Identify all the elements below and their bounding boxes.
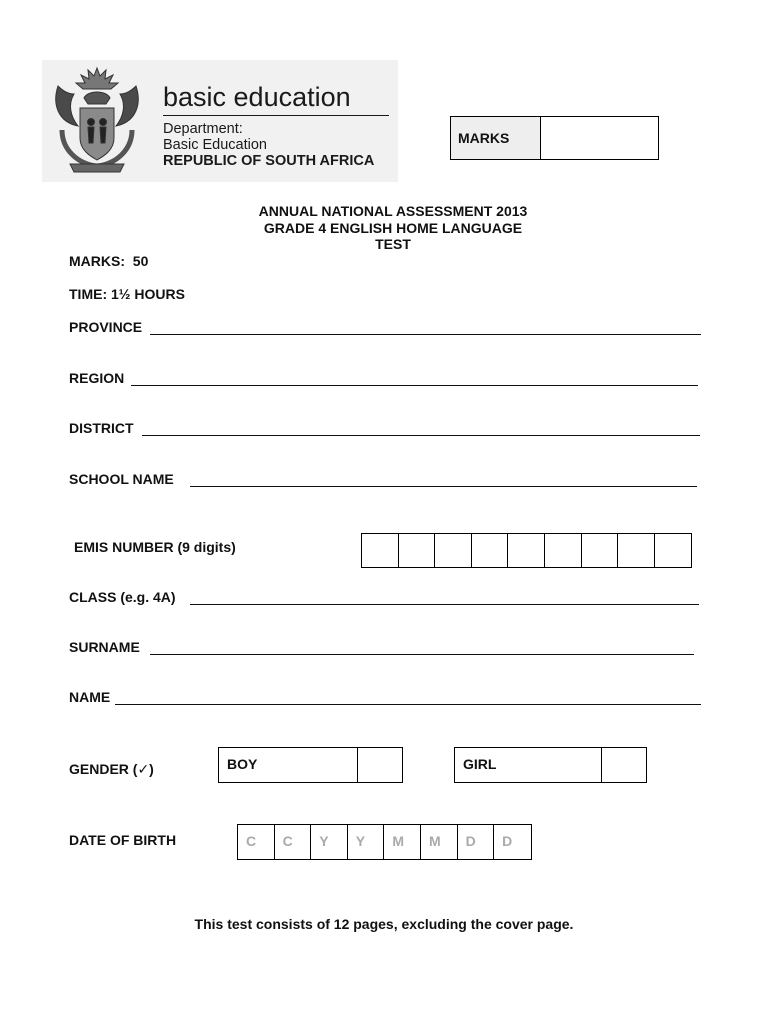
date-of-birth-label: DATE OF BIRTH [69, 832, 177, 848]
emis-digit-box[interactable] [545, 534, 582, 567]
page-count-note: This test consists of 12 pages, excluding the cover page. [194, 916, 574, 932]
emis-digit-box[interactable] [362, 534, 399, 567]
province-field[interactable] [150, 334, 701, 335]
school-name-label: SCHOOL NAME [69, 471, 174, 487]
emis-number-label: EMIS NUMBER (9 digits) [74, 539, 236, 555]
gender-boy-label: BOY [219, 748, 358, 782]
time-allowed: TIME: 1½ HOURS [69, 286, 185, 302]
dob-day-box[interactable]: D [502, 833, 513, 849]
emis-digit-box[interactable] [655, 534, 692, 567]
dob-day-box[interactable]: D [458, 825, 495, 859]
emis-digit-box[interactable] [508, 534, 545, 567]
logo-title: basic education [163, 82, 351, 112]
gender-girl-option [454, 747, 647, 783]
emis-digit-box[interactable] [399, 534, 436, 567]
region-label: REGION [69, 370, 125, 386]
name-field[interactable] [115, 704, 701, 705]
gender-girl-label: GIRL [455, 748, 602, 782]
emis-digit-box[interactable] [618, 534, 655, 567]
dob-year-box[interactable]: Y [311, 825, 348, 859]
department-line-2: Basic Education [163, 137, 267, 153]
surname-label: SURNAME [69, 639, 140, 655]
marks-box-value[interactable] [541, 117, 658, 159]
dob-year-box[interactable]: Y [348, 825, 385, 859]
gender-boy-option [218, 747, 403, 783]
class-label: CLASS (e.g. 4A) [69, 589, 176, 605]
marks-box [450, 116, 659, 160]
emis-digit-box[interactable] [582, 534, 619, 567]
dob-century-box[interactable]: C [275, 825, 312, 859]
dob-century-box[interactable]: C [238, 825, 275, 859]
province-label: PROVINCE [69, 319, 143, 335]
emis-digit-box[interactable] [472, 534, 509, 567]
logo-divider [163, 115, 389, 116]
district-field[interactable] [142, 435, 700, 436]
name-label: NAME [69, 689, 111, 705]
district-label: DISTRICT [69, 420, 134, 436]
gender-label: GENDER (✓) [69, 761, 154, 777]
class-field[interactable] [190, 604, 699, 605]
test-subtitle: GRADE 4 ENGLISH HOME LANGUAGE [263, 220, 523, 236]
gender-boy-checkbox[interactable] [358, 748, 402, 782]
surname-field[interactable] [150, 654, 694, 655]
dob-month-box[interactable]: M [421, 825, 458, 859]
dob-month-box[interactable]: M [384, 825, 421, 859]
department-logo [42, 60, 398, 182]
department-line-1: Department: [163, 121, 243, 137]
department-line-3: REPUBLIC OF SOUTH AFRICA [163, 153, 375, 169]
region-field[interactable] [131, 385, 698, 386]
test-title: ANNUAL NATIONAL ASSESSMENT 2013 [258, 203, 528, 219]
total-marks [69, 253, 148, 269]
gender-girl-checkbox[interactable] [602, 748, 646, 782]
emis-number-boxes [361, 533, 692, 568]
test-type: TEST [375, 236, 411, 252]
emis-digit-box[interactable] [435, 534, 472, 567]
total-marks-label: MARKS: [69, 253, 125, 269]
marks-box-label: MARKS [451, 117, 541, 159]
school-name-field[interactable] [190, 486, 697, 487]
department-name [163, 121, 374, 169]
total-marks-value: 50 [132, 253, 149, 269]
coat-of-arms-icon [48, 64, 146, 178]
date-of-birth-boxes [237, 824, 532, 860]
